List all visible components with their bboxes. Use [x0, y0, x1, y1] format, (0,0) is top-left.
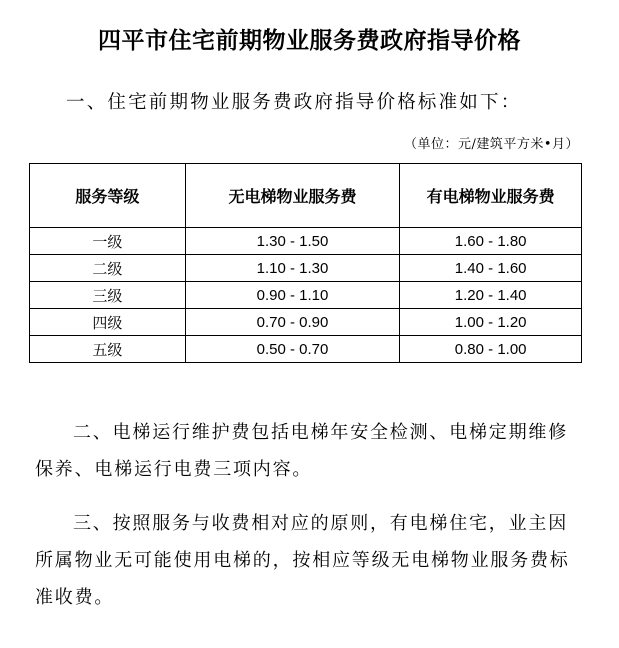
document-title: 四平市住宅前期物业服务费政府指导价格	[98, 28, 521, 54]
table-row	[30, 282, 582, 309]
with-elevator-fee-cell: 1.20 - 1.40	[400, 282, 582, 309]
unit-note: （单位：元/建筑平方米•月）	[403, 137, 579, 152]
with-elevator-fee-cell: 1.00 - 1.20	[400, 309, 582, 336]
with-elevator-fee-cell: 1.60 - 1.80	[400, 228, 582, 255]
fee-table	[29, 163, 582, 363]
level-cell: 五级	[30, 336, 186, 363]
table-row	[30, 228, 582, 255]
table-header-row	[30, 164, 582, 228]
header-no-elevator-fee: 无电梯物业服务费	[185, 164, 400, 228]
no-elevator-fee-cell: 1.10 - 1.30	[185, 255, 400, 282]
level-cell: 一级	[30, 228, 186, 255]
header-with-elevator-fee: 有电梯物业服务费	[400, 164, 582, 228]
no-elevator-fee-cell: 0.90 - 1.10	[185, 282, 400, 309]
with-elevator-fee-cell: 0.80 - 1.00	[400, 336, 582, 363]
section-2-paragraph: 二、电梯运行维护费包括电梯年安全检测、电梯定期维修保养、电梯运行电费三项内容。	[35, 422, 568, 480]
no-elevator-fee-cell: 0.70 - 0.90	[185, 309, 400, 336]
level-cell: 二级	[30, 255, 186, 282]
section-1-heading: 一、住宅前期物业服务费政府指导价格标准如下：	[66, 92, 522, 113]
level-cell: 四级	[30, 309, 186, 336]
with-elevator-fee-cell: 1.40 - 1.60	[400, 255, 582, 282]
no-elevator-fee-cell: 0.50 - 0.70	[185, 336, 400, 363]
table-row	[30, 255, 582, 282]
table-row	[30, 309, 582, 336]
header-service-level: 服务等级	[30, 164, 186, 228]
level-cell: 三级	[30, 282, 186, 309]
no-elevator-fee-cell: 1.30 - 1.50	[185, 228, 400, 255]
section-3-paragraph: 三、按照服务与收费相对应的原则，有电梯住宅，业主因所属物业无可能使用电梯的，按相应等级无电梯物业服务费标准收费。	[35, 513, 570, 608]
table-row	[30, 336, 582, 363]
